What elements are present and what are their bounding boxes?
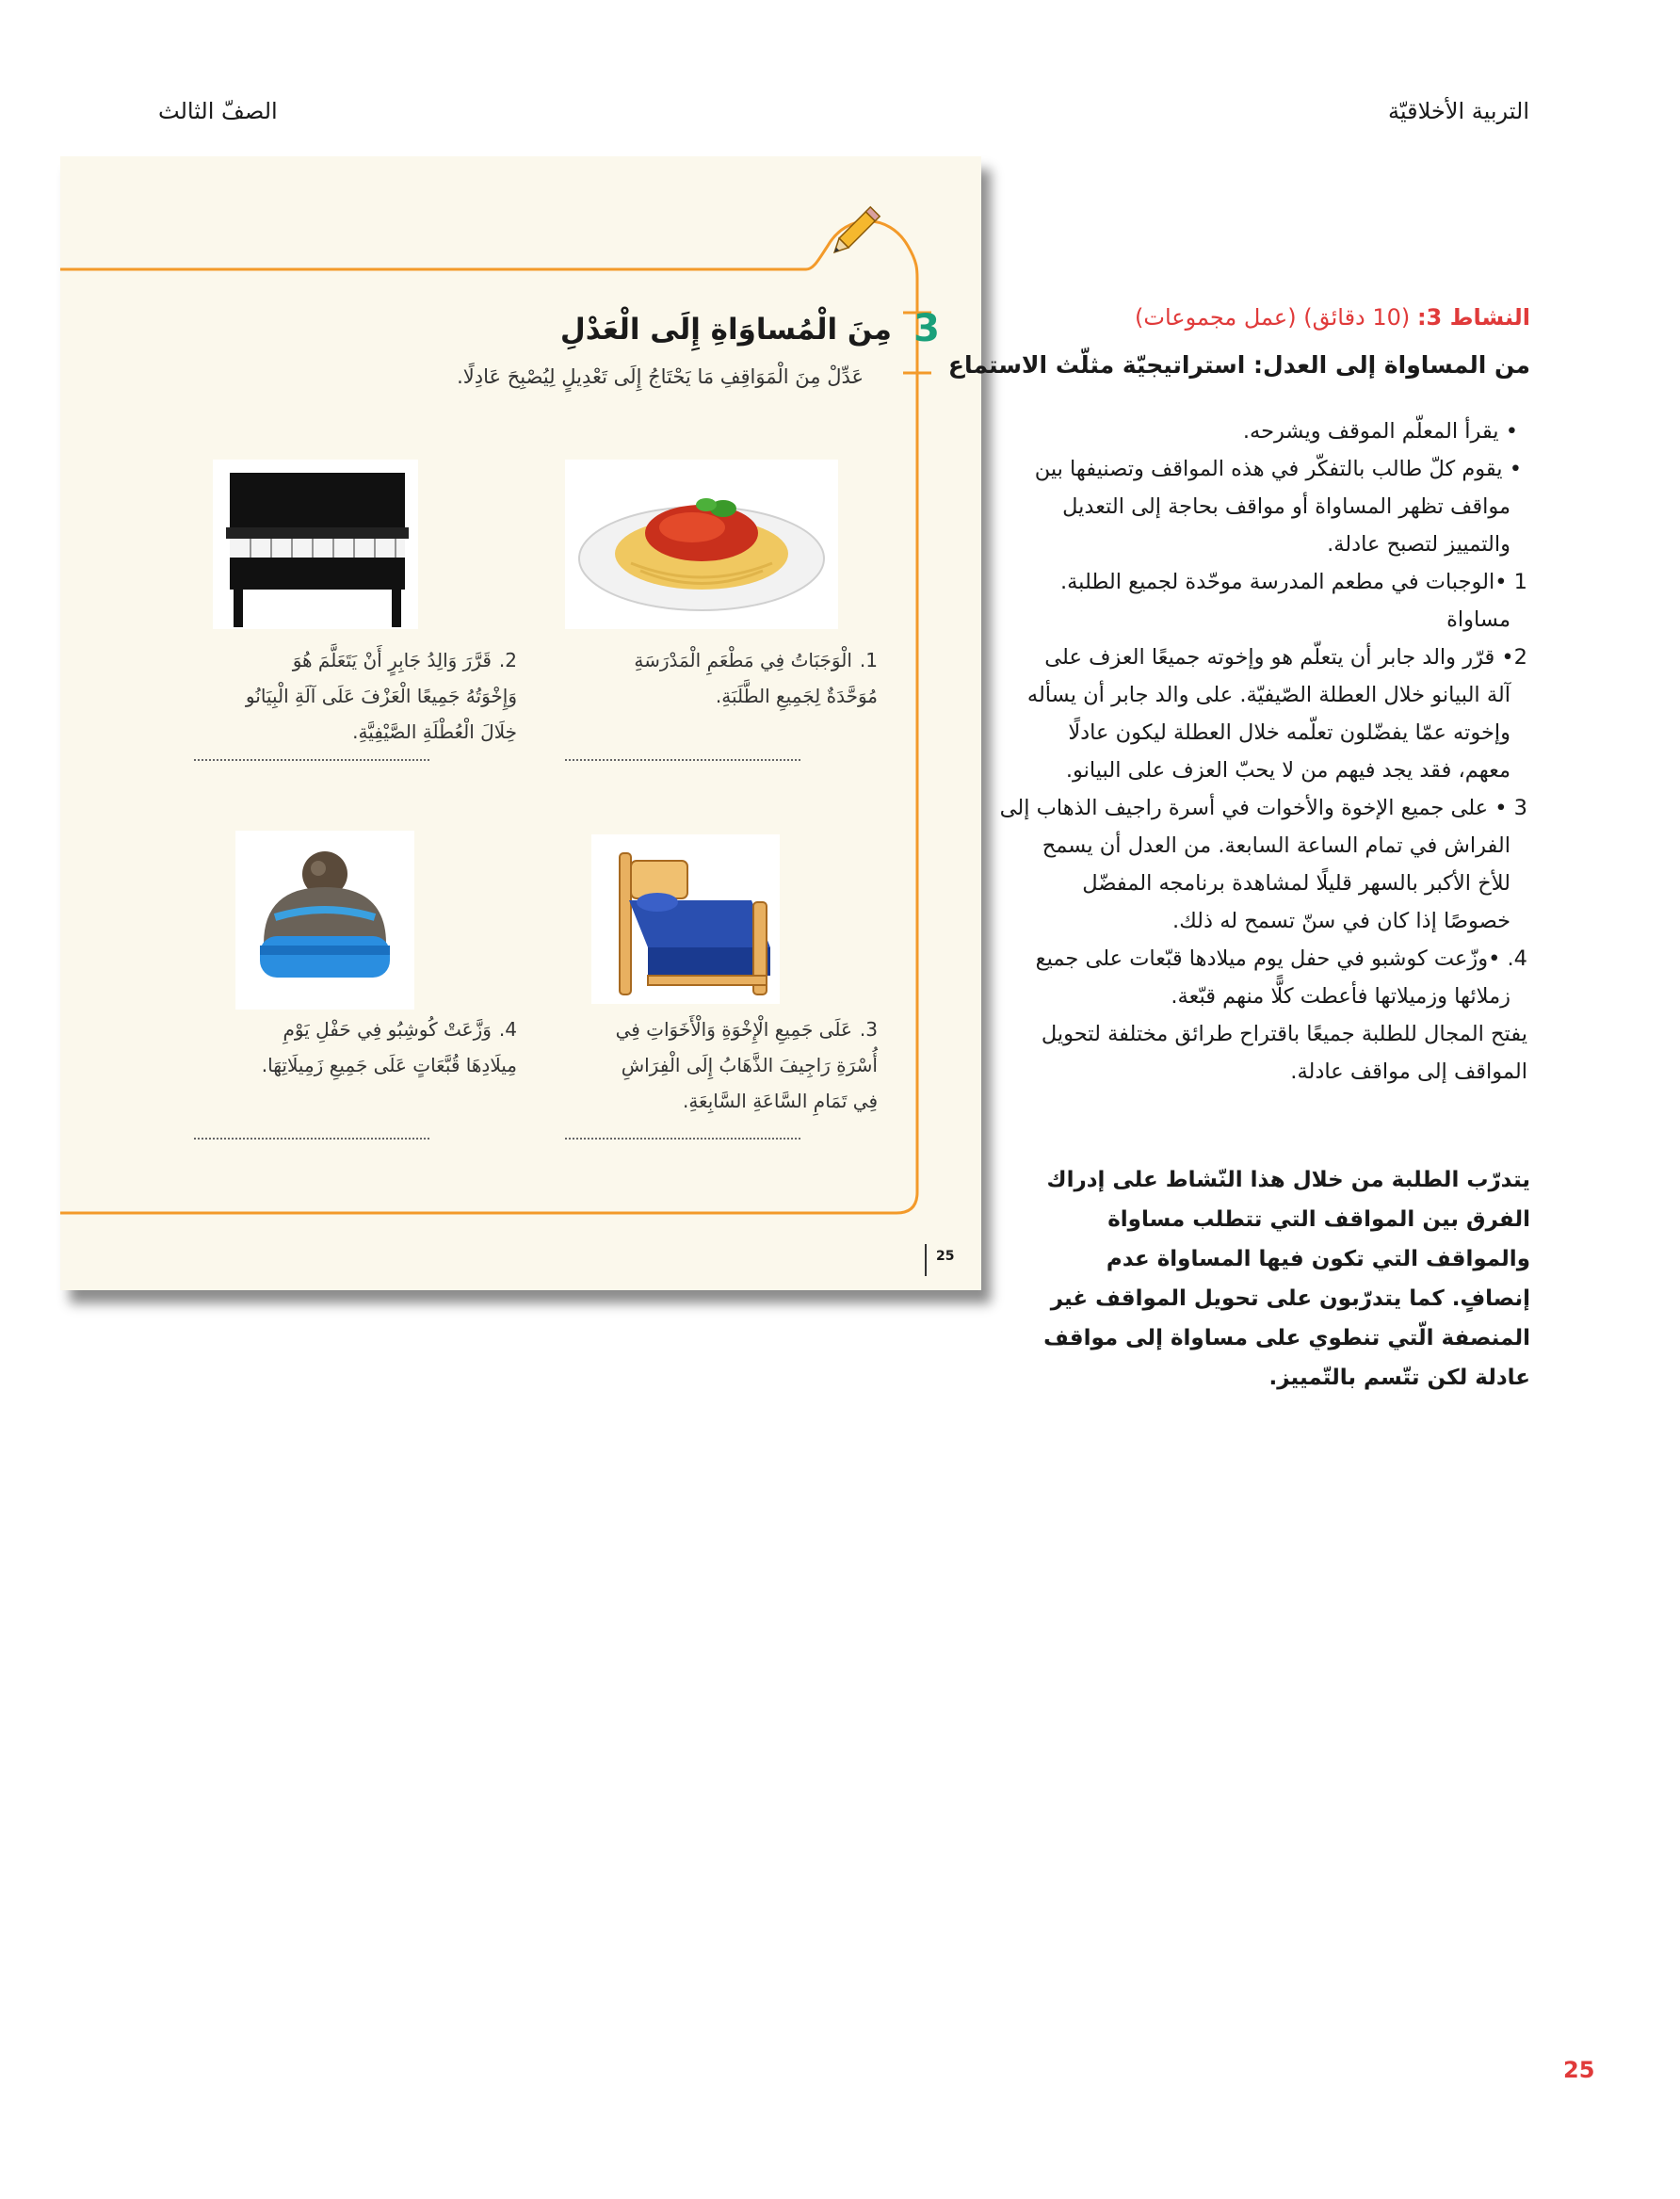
list-item [244,642,517,750]
guide-line: للأخ الأكبر بالسهر قليلًا لمشاهدة برنامجه المفضّل [1082,871,1510,896]
spaghetti-icon [565,460,838,629]
section-instruction: عَدِّلْ مِنَ الْمَوَاقِفِ مَا يَحْتَاجُ إِلَى تَعْدِيلٍ لِيُصْبِحَ عَادِلًا. [457,365,864,388]
bed-icon [591,834,780,1004]
book-page-number: 25 [936,1249,955,1264]
guide-line: وإخوته عمّا يفضّلون تعلّمه خلال العطلة ليكون عادلًا [1068,720,1510,745]
guide-line: خصوصًا إذا كان في سنّ تسمح له ذلك. [1172,909,1510,933]
guide-line: المواقف إلى مواقف عادلة. [1290,1059,1527,1084]
hat-icon [235,831,414,1010]
activity-label: النشاط 3: [1416,304,1530,331]
piano-icon [213,460,418,629]
guide-line: زملائها وزميلاتها فأعطت كلًّا منهم قبّعة. [1171,984,1510,1009]
item-text: وَزَّعَتْ كُوشِبُو فِي حَفْلِ يَوْمِ مِيلَادِهَا قُبَّعَاتٍ عَلَى جَمِيعِ زَمِيلَاتِهَا. [261,1018,517,1076]
student-book-page [60,156,981,1290]
section-number: 3 [913,307,940,350]
answer-line[interactable] [565,759,800,761]
guide-line: الفراش في تمام الساعة السابعة. من العدل أن يسمح [1042,833,1510,858]
guide-line: مساواة [1446,607,1510,632]
guide-line: • يقرأ المعلّم الموقف ويشرحه. [1242,419,1518,444]
guide-line: مواقف تظهر المساواة أو مواقف بحاجة إلى التعديل [1062,494,1510,519]
list-item [244,1011,517,1083]
guide-line: آلة البيانو خلال العطلة الصّيفيّة. على والد جابر أن يسأله [1026,683,1510,707]
header-grade: الصفّ الثالث [158,98,278,124]
activity-summary: يتدرّب الطلبة من خلال هذا النّشاط على إدراك الفرق بين المواقف التي تتطلب مساواة والمواقف التي تكون فيها المساواة عدم إنصافٍ. كما يتدرّبون على تحويل المواقف غير المنصفة الّتي تنطوي على مساواة إلى مواقف عادلة لكن تتّسم بالتّمييز. [1043,1168,1530,1390]
item-number: 4. [498,1018,517,1041]
list-item [605,642,878,714]
item-text: الْوَجَبَاتُ فِي مَطْعَمِ الْمَدْرَسَةِ مُوَحَّدَةٌ لِجَمِيعِ الطَّلَبَةِ. [634,649,878,707]
item-number: 3. [859,1018,878,1041]
section-title: مِنَ الْمُساوَاةِ إِلَى الْعَدْلِ [559,313,892,347]
guide-line: 1 •الوجبات في مطعم المدرسة موحّدة لجميع الطلبة. [1059,570,1527,594]
list-item [605,1011,878,1119]
guide-line: • يقوم كلّ طالب بالتفكّر في هذه المواقف وتصنيفها بين [1034,457,1522,481]
item-number: 2. [498,649,517,671]
page-number: 25 [1563,2057,1595,2083]
strategy-title: من المساواة إلى العدل: استراتيجيّة مثلّث الاستماع [947,351,1530,379]
guide-line: يفتح المجال للطلبة جميعًا باقتراح طرائق مختلفة لتحويل [1041,1022,1527,1046]
answer-line[interactable] [194,1138,429,1140]
activity-heading [1135,304,1530,331]
footer-rule [925,1244,927,1276]
header-subject: التربية الأخلاقيّة [1388,98,1529,124]
item-text: عَلَى جَمِيعِ الْإِخْوَةِ وَالْأَخَوَاتِ فِي أُسْرَةِ رَاجِيفَ الذَّهَابُ إِلَى الْفِرَاشِ فِي تَمَامِ السَّاعَةِ السَّابِعَةِ. [615,1018,878,1112]
answer-line[interactable] [565,1138,800,1140]
guide-line: 2• قرّر والد جابر أن يتعلّم هو وإخوته جميعًا العزف على [1044,645,1527,670]
guide-line: 3 • على جميع الإخوة والأخوات في أسرة راجيف الذهاب إلى [999,796,1527,820]
guide-line: والتمييز لتصبح عادلة. [1327,532,1510,557]
guide-line: معهم، فقد يجد فيهم من لا يحبّ العزف على البيانو. [1065,758,1510,783]
answer-line[interactable] [194,759,429,761]
guide-line: 4. •وزّعت كوشبو في حفل يوم ميلادها قبّعات على جميع [1035,946,1527,971]
item-number: 1. [859,649,878,671]
activity-meta: (10 دقائق) (عمل مجموعات) [1135,304,1411,331]
item-text: قَرَّرَ وَالِدُ جَابِرٍ أَنْ يَتَعَلَّمَ هُوَ وَإِخْوَتُهُ جَمِيعًا الْعَزْفَ عَلَى آلَةِ الْبِيَانُو خِلَالَ الْعُطْلَةِ الصَّيْفِيَّةِ. [245,649,517,743]
